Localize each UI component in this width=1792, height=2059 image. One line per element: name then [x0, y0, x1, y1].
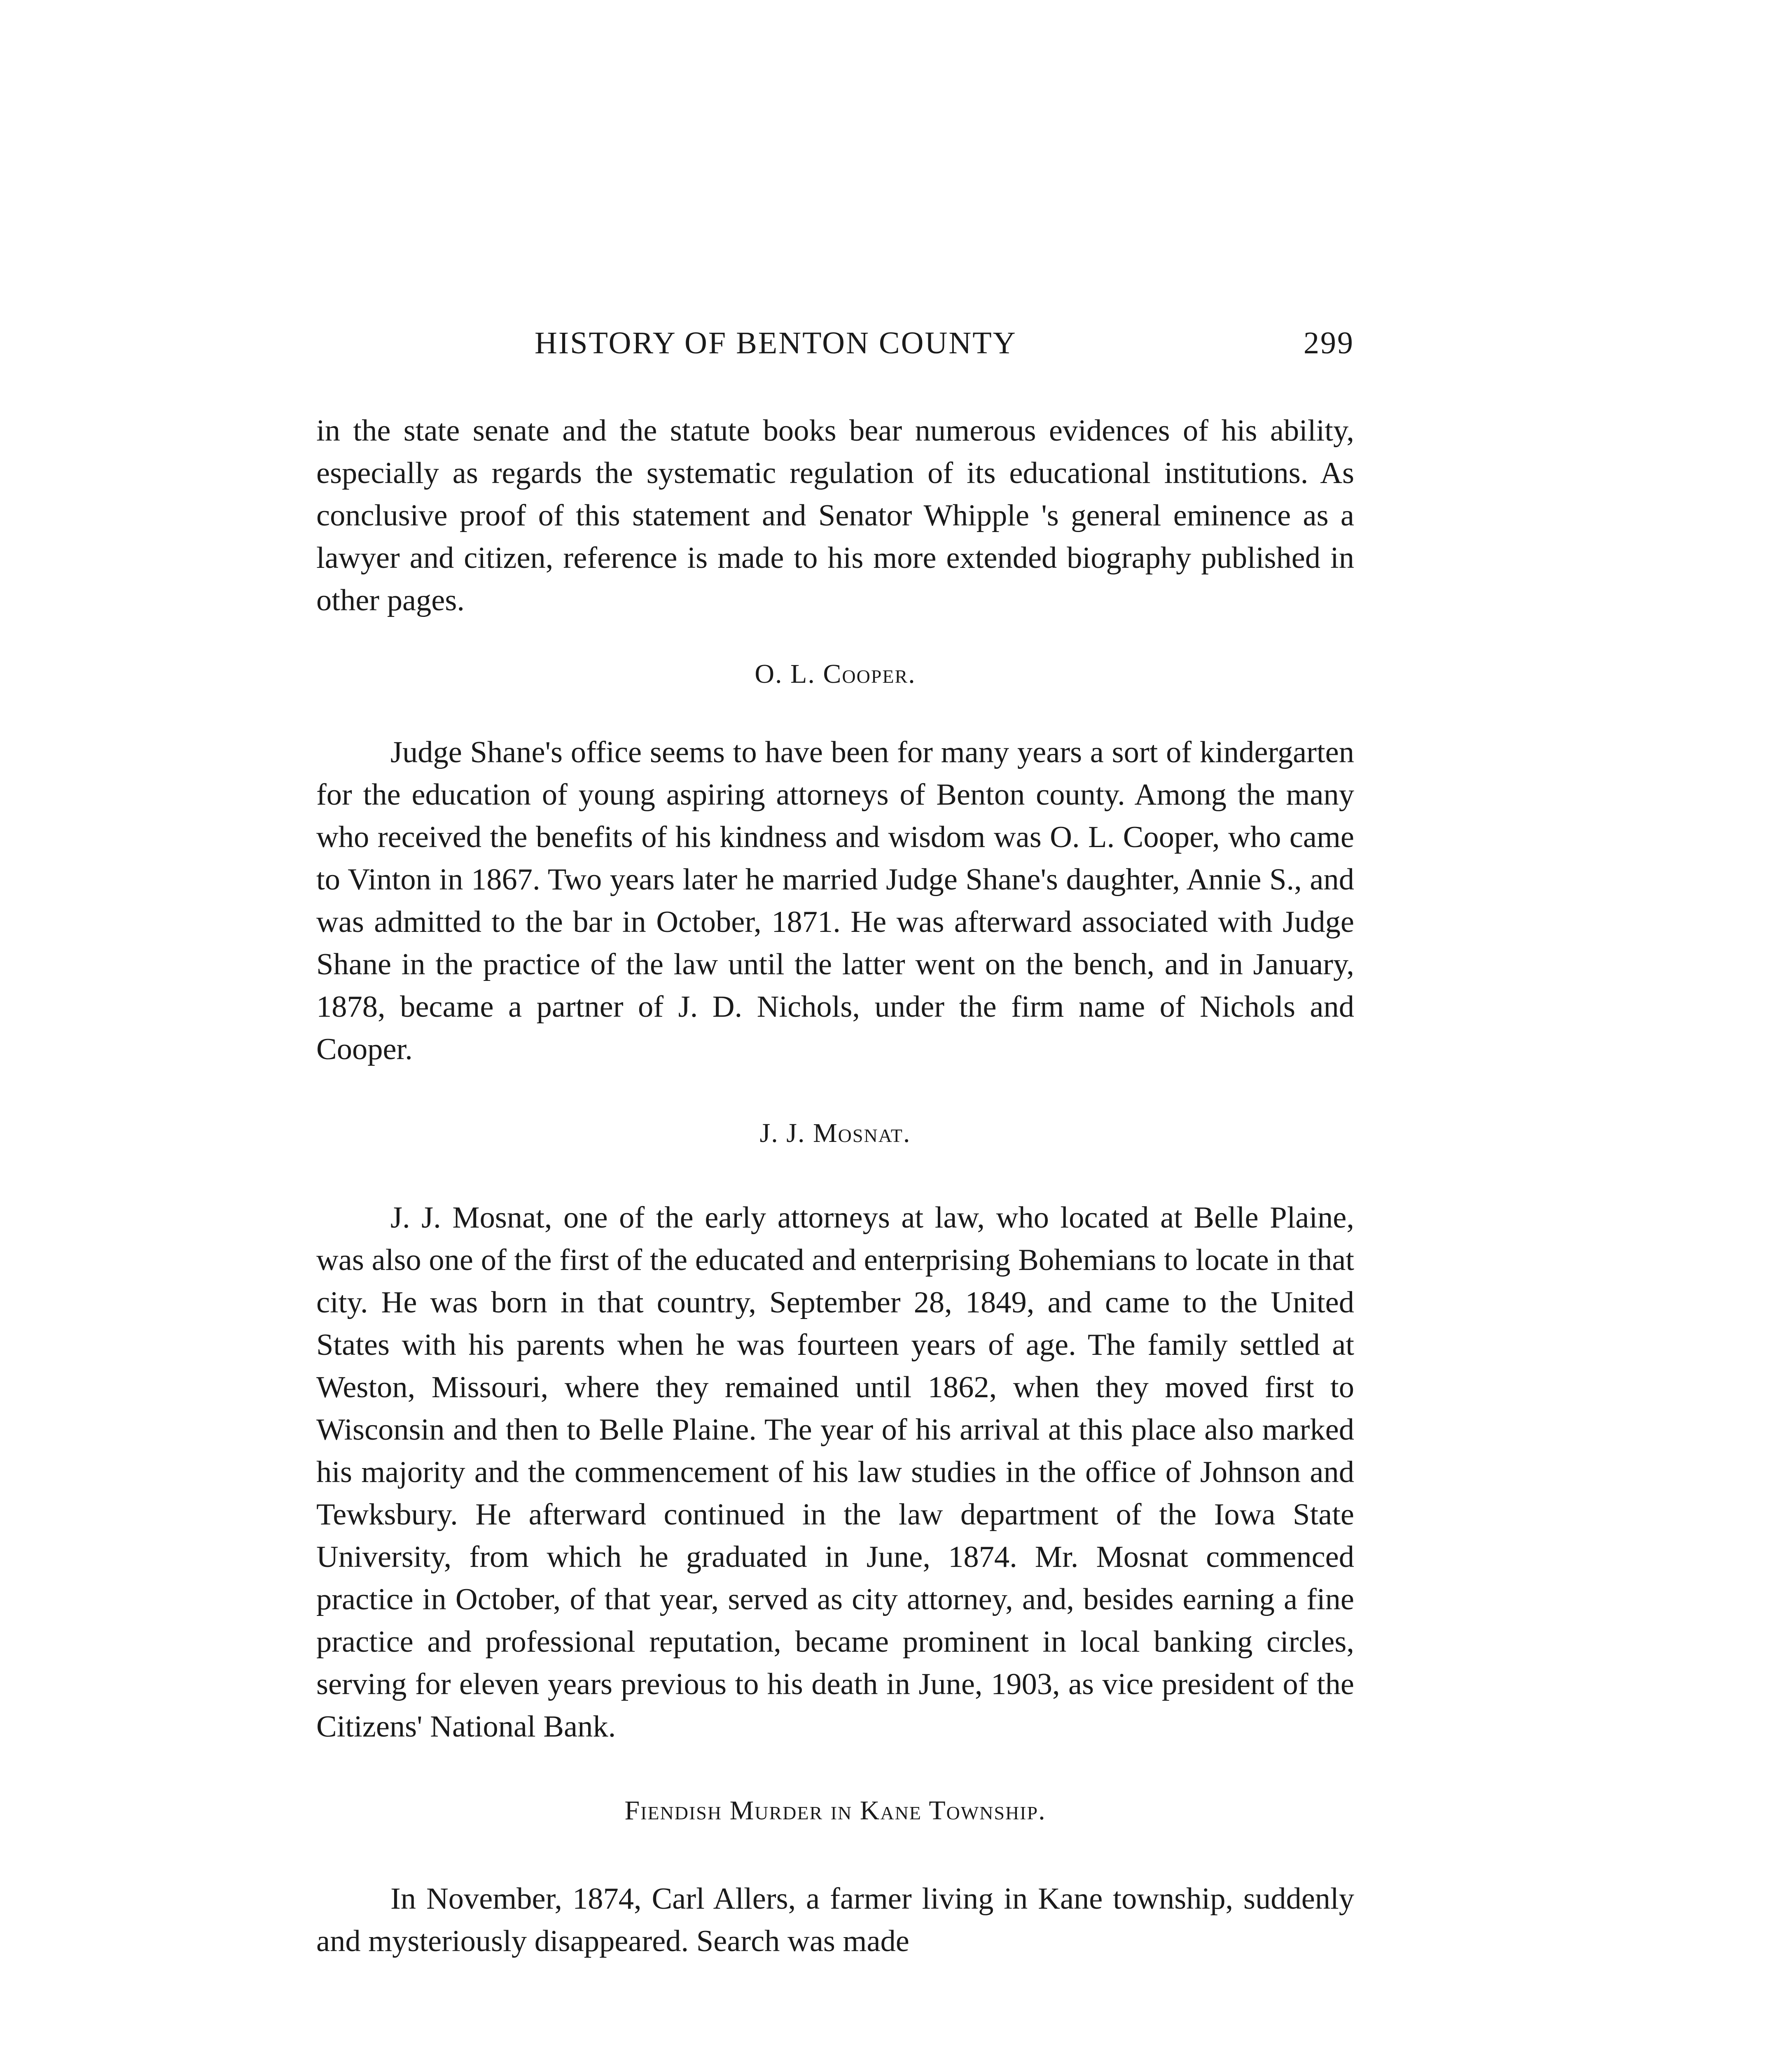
murder-heading: Fiendish Murder in Kane Township.	[624, 1795, 1046, 1826]
page-number: 299	[1304, 326, 1354, 360]
running-head	[316, 325, 1354, 375]
murder-paragraph: In November, 1874, Carl Allers, a farmer living in Kane township, suddenly and mysteriously disappeared. Search was made	[316, 1882, 1354, 1958]
running-title: HISTORY OF BENTON COUNTY	[535, 326, 1017, 360]
mosnat-heading: J. J. Mosnat.	[759, 1118, 911, 1148]
book-page	[316, 325, 1354, 1963]
mosnat-paragraph: J. J. Mosnat, one of the early attorneys at law, who located at Belle Plaine, was also one of the first of the educated and enterprising Bohemians to locate in that city. He was born in that country, September 28, 1849, and came to the United States with his parents when he was fourteen years of age. The family settled at Weston, Missouri, where they remained until 1862, when they moved first to Wisconsin and then to Belle Plaine. The year of his arrival at this place also marked his majority and the commencement of his law studies in the office of Johnson and Tewksbury. He afterward continued in the law department of the Iowa State University, from which he graduated in June, 1874. Mr. Mosnat commenced practice in October, of that year, served as city attorney, and, besides earning a fine practice and professional reputation, became prominent in local banking circles, serving for eleven years previous to his death in June, 1903, as vice president of the Citizens' National Bank.	[316, 1201, 1354, 1744]
cooper-paragraph: Judge Shane's office seems to have been for many years a sort of kindergarten for the education of young aspiring attorneys of Benton county. Among the many who received the benefits of his kindness and wisdom was O. L. Cooper, who came to Vinton in 1867. Two years later he married Judge Shane's daughter, Annie S., and was admitted to the bar in October, 1871. He was afterward associated with Judge Shane in the practice of the law until the latter went on the bench, and in January, 1878, became a partner of J. D. Nichols, under the firm name of Nichols and Cooper.	[316, 735, 1354, 1066]
intro-paragraph: in the state senate and the statute books bear numerous evidences of his ability, especially as regards the systematic regulation of its educational institutions. As conclusive proof of this statement and Senator Whipple 's general eminence as a lawyer and citizen, reference is made to his more extended biography published in other pages.	[316, 414, 1354, 617]
cooper-heading: O. L. Cooper.	[755, 659, 916, 689]
